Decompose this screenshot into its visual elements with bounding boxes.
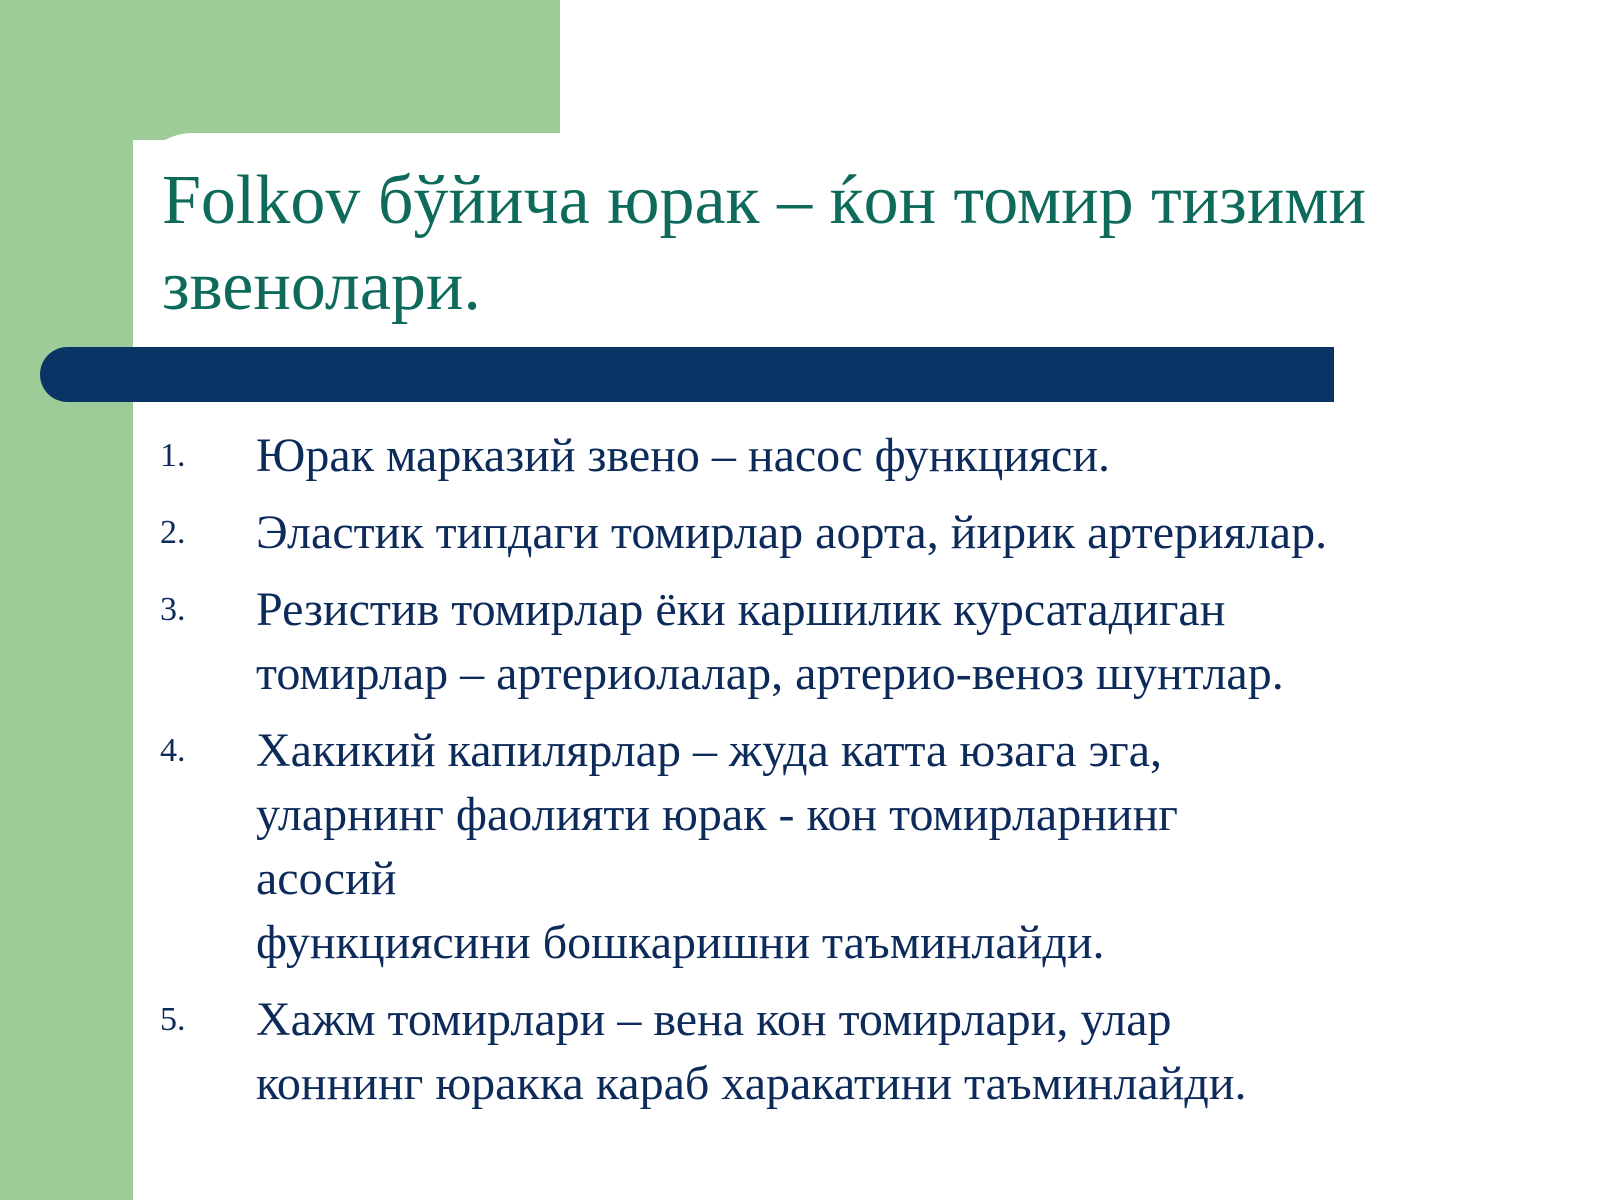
list-item-text: Эластик типдаги томирлар аорта, йирик артериялар. bbox=[256, 506, 1328, 559]
list-item-number: 2. bbox=[160, 514, 186, 551]
list-item-text: Резистив томирлар ёки каршилик курсатадиган томирлар – артериолалар, артерио-веноз шунтлар. bbox=[256, 583, 1284, 700]
list-item-text: Хакикий капилярлар – жуда катта юзага эга, уларнинг фаолияти юрак - кон томирларнинг асосий функциясини бошкаришни таъминлайди. bbox=[256, 724, 1178, 969]
background-green-block-left bbox=[0, 0, 133, 1200]
list-item bbox=[160, 719, 1560, 975]
list-item bbox=[160, 578, 1560, 706]
list-item bbox=[160, 424, 1560, 488]
list-item-number: 1. bbox=[160, 437, 186, 474]
list-item-text: Хажм томирлари – вена кон томирлари, улар коннинг юракка караб харакатини таъминлайди. bbox=[256, 993, 1247, 1110]
list-item-number: 4. bbox=[160, 732, 186, 769]
title-divider-bar bbox=[40, 347, 1334, 402]
list-item bbox=[160, 501, 1560, 565]
list-item bbox=[160, 988, 1560, 1116]
list-item-number: 3. bbox=[160, 591, 186, 628]
list-item-text: Юрак марказий звено – насос функцияси. bbox=[256, 429, 1111, 482]
slide-title: Folkov бўйича юрак – ќон томир тизими звенолари. bbox=[162, 162, 1367, 325]
list-item-number: 5. bbox=[160, 1001, 186, 1038]
numbered-list bbox=[160, 424, 1560, 1129]
